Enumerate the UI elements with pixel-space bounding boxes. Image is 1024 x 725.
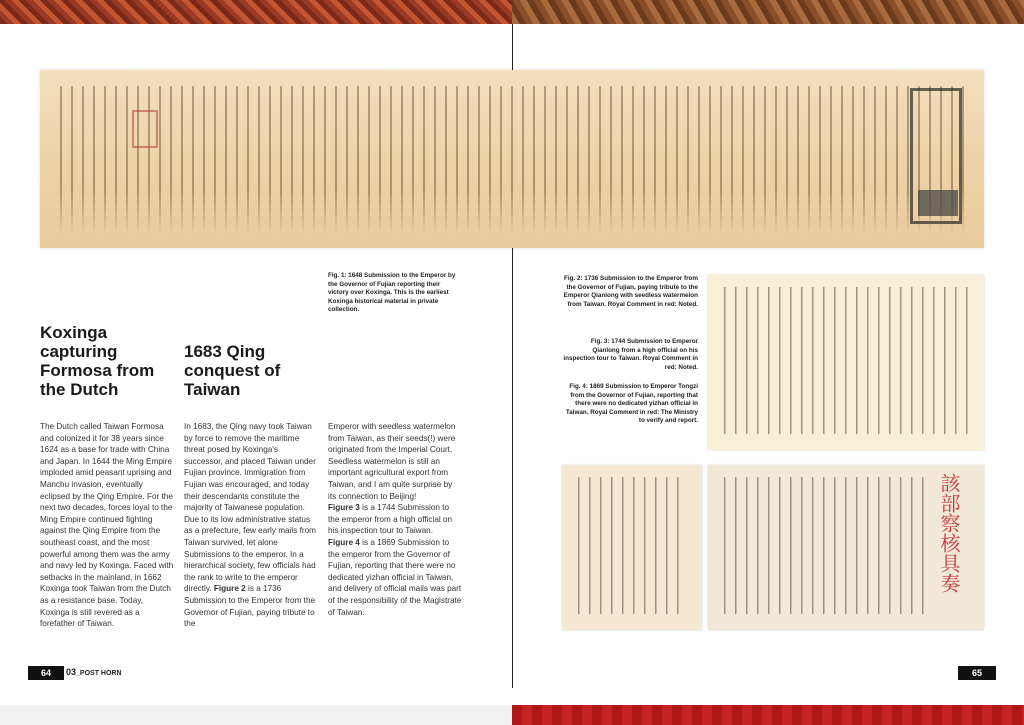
fig3-paragraph: [328, 502, 462, 537]
fig3-document-image: [562, 465, 702, 630]
fig4-text: is a 1869 Submission to the emperor from the Governor of Fujian, reporting that there were no dedicated yizhan official in Taiwan, and delivery of official mails was part of the responsibility of the Magistrate of Taiwan.: [328, 537, 462, 617]
section-body-qing-col1: [184, 421, 318, 630]
bottom-band-right: [512, 705, 1024, 725]
figure-3-ref: Figure 3: [328, 503, 360, 513]
qing-paragraph-2: [184, 514, 318, 630]
section-title-qing-conquest: 1683 Qing conquest of Taiwan: [184, 342, 281, 399]
magazine-name: _POST HORN: [76, 670, 122, 677]
koxinga-paragraph: The Dutch called Taiwan Formosa and colonized it for 38 years since 1624 as a base for trade with China and Japan. In 1644 the Ming Empire imploded amid peasant uprising and Manchu invasion, eventually eclipsed by the Qing Empire. For the next two decades, forces loyal to the Ming Empire continued fighting against the Qing Empire from the southeast coast, and the most powerful among them was the army and navy led by Koxinga. Faced with setbacks in the mainland, in 1662 Koxinga took Taiwan from the Dutch as a resistance base. Today, Koxinga is still revered as a forefather of Taiwan.: [40, 422, 174, 629]
qing-paragraph-2-end: is a 1736 Submission to the Emperor from the Governor of Fujian, paying tribute to the: [184, 584, 316, 629]
section-body-qing-col2: [328, 421, 462, 618]
page-number-right: 65: [958, 666, 996, 680]
fig1-scroll-image: [40, 70, 984, 248]
fig2-calligraphy: [724, 287, 968, 434]
watermelon-paragraph: Emperor with seedless watermelon from Taiwan, as their seeds(!) were originated from the Imperial Court. Seedless watermelon is still an important agricultural export from Taiwan, and I am quite surprise by its connection to Beijing!: [328, 422, 456, 501]
fig4-calligraphy: [724, 477, 924, 614]
section-title-koxinga: Koxinga capturing Formosa from the Dutch: [40, 323, 155, 399]
fig3-text: is a 1744 Submission to the emperor from a high official on his inspection tour to Taiwan.: [328, 503, 453, 536]
fig4-caption: Fig. 4: 1869 Submission to Emperor Tongzi from the Governor of Fujian, reporting that there were no dedicated yizhan official in Taiwan. Royal Comment in red: The Ministry to verify and report.: [565, 383, 698, 424]
qing-paragraph-2-start: Due to its low administrative status as a prefecture, few early mails from Taiwan survived, let alone Submissions to the emperor. In a hierarchical society, few officials had the rank to write to the emperor directly.: [184, 514, 316, 594]
black-stamp: [918, 190, 958, 216]
figure-2-ref: Figure 2: [213, 584, 246, 594]
magazine-issue: 03: [66, 667, 77, 677]
fig3-calligraphy: [578, 477, 686, 614]
fig1-caption: Fig. 1: 1648 Submission to the Emperor by the Governor of Fujian reporting their victory over Koxinga. This is the earliest Koxinga historical material in private collection.: [328, 272, 456, 313]
magazine-footer: [66, 667, 122, 677]
page-number-left: 64: [28, 666, 64, 680]
fig2-caption: Fig. 2: 1736 Submission to the Emperor from the Governor of Fujian, paying tribute to the Emperor Qianlong with seedless watermelon from Taiwan. Royal Comment in red: Noted.: [563, 275, 698, 308]
fig4-paragraph: [328, 537, 462, 618]
fig4-document-image: [708, 465, 984, 630]
figure-4-ref: Figure 4: [328, 537, 360, 547]
qing-paragraph-1: In 1683, the Qing navy took Taiwan by force to remove the maritime threat posed by Koxinga's successor, and placed Taiwan under Fujian province. Immigration from Fujian was encouraged, and today their descendants constitute the majority of Taiwanese population.: [184, 422, 316, 513]
fig2-document-image: [708, 275, 984, 450]
top-decorative-band-left: [0, 0, 512, 24]
scroll-calligraphy: [60, 86, 964, 234]
red-seal: [132, 110, 158, 148]
bottom-band-left: [0, 705, 512, 725]
section-body-koxinga: [40, 421, 174, 630]
fig4-royal-comment: 該部察核具奏: [937, 473, 961, 593]
fig3-caption: Fig. 3: 1744 Submission to Emperor Qianlong from a high official on his inspection tour to Taiwan. Royal Comment in red: Noted.: [563, 338, 698, 371]
